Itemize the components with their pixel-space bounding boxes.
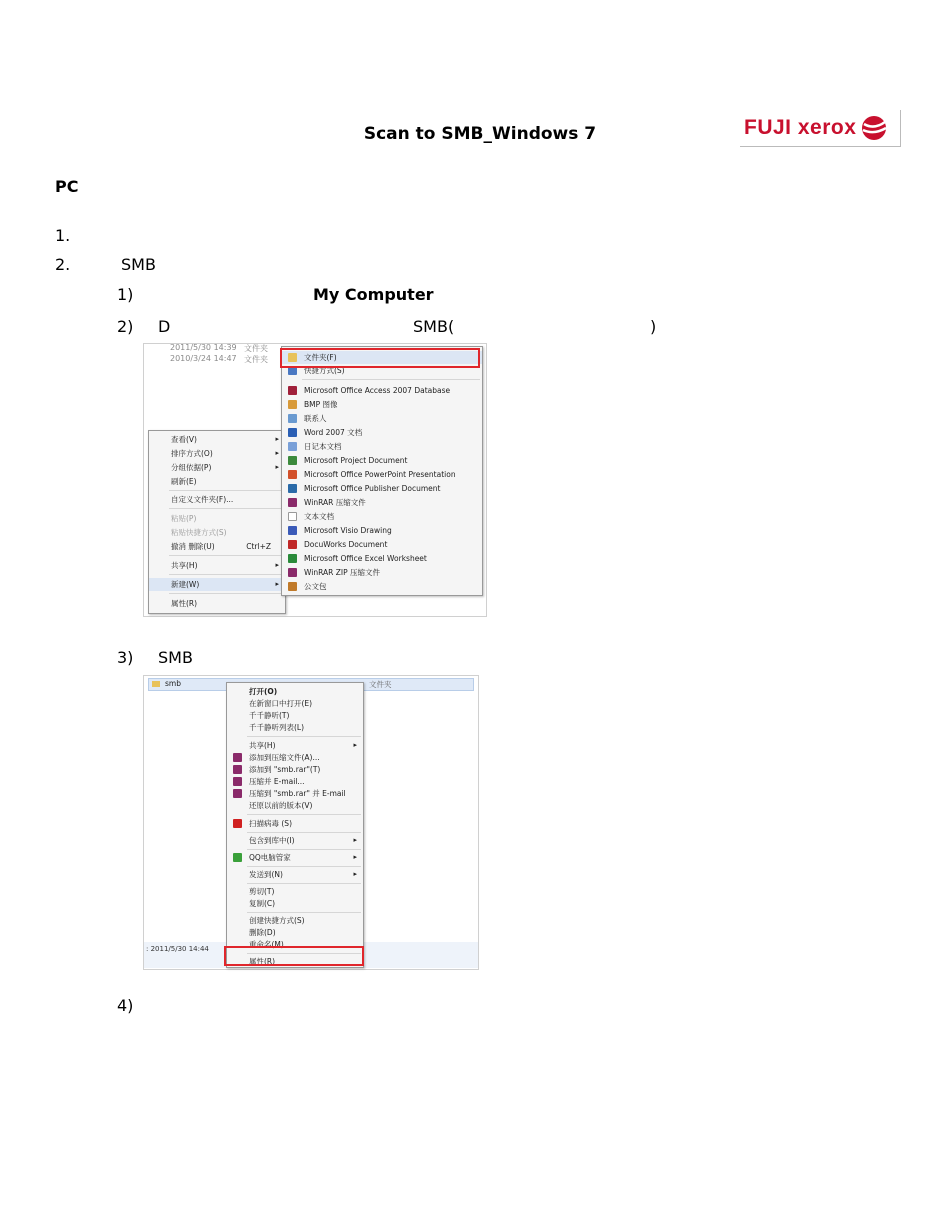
new-winrar-item[interactable]: WinRAR 压缩文件 bbox=[282, 496, 482, 509]
qq-manager-icon bbox=[233, 853, 242, 862]
new-text-item[interactable]: 文本文档 bbox=[282, 510, 482, 523]
new-powerpoint-item[interactable]: Microsoft Office PowerPoint Presentation bbox=[282, 468, 482, 481]
menu-item-qq-manager[interactable]: QQ电脑管家 ▸ bbox=[227, 851, 363, 864]
access-icon bbox=[288, 386, 297, 395]
file-date: 2011/5/30 14:39 bbox=[170, 343, 237, 352]
substep-2-number: 2) bbox=[117, 317, 134, 336]
document-title: Scan to SMB_Windows 7 bbox=[363, 124, 597, 144]
menu-item-sort-by[interactable]: 排序方式(O) ▸ bbox=[171, 449, 279, 458]
publisher-icon bbox=[288, 484, 297, 493]
contact-icon bbox=[288, 414, 297, 423]
substep-2-text-c: ) bbox=[650, 317, 657, 336]
substep-3-text: SMB bbox=[158, 648, 193, 667]
new-publisher-item[interactable]: Microsoft Office Publisher Document bbox=[282, 482, 482, 495]
menu-item-create-shortcut[interactable]: 创建快捷方式(S) bbox=[249, 916, 305, 925]
new-contact-item[interactable]: 联系人 bbox=[282, 412, 482, 425]
word-icon bbox=[288, 428, 297, 437]
file-type: 文件夹 bbox=[244, 344, 268, 353]
new-access-item[interactable]: Microsoft Office Access 2007 Database bbox=[282, 384, 482, 397]
menu-separator bbox=[169, 555, 283, 556]
folder-icon bbox=[152, 681, 160, 687]
menu-item-open[interactable]: 打开(O) bbox=[249, 687, 278, 696]
journal-icon bbox=[288, 442, 297, 451]
excel-icon bbox=[288, 554, 297, 563]
menu-separator bbox=[247, 866, 361, 867]
step-2-text: SMB bbox=[121, 255, 156, 274]
new-word-item[interactable]: Word 2007 文档 bbox=[282, 426, 482, 439]
menu-item-paste: 粘贴(P) bbox=[171, 514, 197, 523]
visio-icon bbox=[288, 526, 297, 535]
menu-item-open-new-window[interactable]: 在新窗口中打开(E) bbox=[249, 699, 313, 708]
menu-item-ttplayer-list[interactable]: 千千静听列表(L) bbox=[249, 723, 305, 732]
menu-separator bbox=[247, 912, 361, 913]
winrar-icon bbox=[233, 777, 242, 786]
new-folder-item[interactable]: 文件夹(F) bbox=[282, 351, 482, 364]
screenshot-folder-properties-menu bbox=[143, 675, 479, 970]
menu-item-share[interactable]: 共享(H) ▸ bbox=[249, 741, 357, 750]
menu-item-paste-shortcut: 粘贴快捷方式(S) bbox=[171, 528, 227, 537]
substep-2-text-b: SMB( bbox=[413, 317, 455, 336]
menu-separator bbox=[247, 736, 361, 737]
menu-item-cut[interactable]: 剪切(T) bbox=[249, 887, 275, 896]
screenshot-new-folder-menu bbox=[143, 343, 487, 617]
menu-item-refresh[interactable]: 刷新(E) bbox=[171, 477, 197, 486]
menu-item-scan-virus[interactable]: 扫描病毒 (S) bbox=[227, 817, 363, 830]
desktop-context-menu bbox=[148, 430, 286, 614]
menu-item-send-to[interactable]: 发送到(N) ▸ bbox=[249, 870, 357, 879]
new-submenu bbox=[281, 346, 483, 596]
substep-2-text-a: D bbox=[158, 317, 171, 336]
project-icon bbox=[288, 456, 297, 465]
new-journal-item[interactable]: 日记本文档 bbox=[282, 440, 482, 453]
menu-item-group-by[interactable]: 分组依据(P) ▸ bbox=[171, 463, 279, 472]
docuworks-icon bbox=[288, 540, 297, 549]
menu-item-add-smb-rar[interactable]: 添加到 "smb.rar"(T) bbox=[227, 763, 363, 776]
menu-separator bbox=[169, 508, 283, 509]
new-shortcut-item[interactable]: 快捷方式(S) bbox=[282, 364, 482, 377]
new-excel-item[interactable]: Microsoft Office Excel Worksheet bbox=[282, 552, 482, 565]
highlight-new-folder bbox=[280, 348, 480, 368]
menu-item-compress-smb-email[interactable]: 压缩到 "smb.rar" 并 E-mail bbox=[227, 787, 363, 800]
menu-separator bbox=[302, 379, 480, 380]
fuji-xerox-logo bbox=[740, 110, 901, 147]
new-briefcase-item[interactable]: 公文包 bbox=[282, 580, 482, 593]
new-visio-item[interactable]: Microsoft Visio Drawing bbox=[282, 524, 482, 537]
menu-item-customize-folder[interactable]: 自定义文件夹(F)... bbox=[171, 495, 234, 504]
winrar-icon bbox=[233, 765, 242, 774]
logo-text: FUJI xerox bbox=[744, 116, 857, 139]
menu-separator bbox=[169, 490, 283, 491]
antivirus-icon bbox=[233, 819, 242, 828]
bmp-image-icon bbox=[288, 400, 297, 409]
powerpoint-icon bbox=[288, 470, 297, 479]
winrar-icon bbox=[233, 753, 242, 762]
substep-4-number: 4) bbox=[117, 996, 134, 1015]
new-project-item[interactable]: Microsoft Project Document bbox=[282, 454, 482, 467]
menu-item-add-archive[interactable]: 添加到压缩文件(A)... bbox=[227, 751, 363, 764]
file-date: 2010/3/24 14:47 bbox=[170, 354, 237, 363]
new-winrar-zip-item[interactable]: WinRAR ZIP 压缩文件 bbox=[282, 566, 482, 579]
menu-separator bbox=[169, 593, 283, 594]
briefcase-icon bbox=[288, 582, 297, 591]
menu-separator bbox=[247, 883, 361, 884]
menu-item-new[interactable]: 新建(W) ▸ bbox=[149, 578, 285, 591]
menu-item-compress-email[interactable]: 压缩并 E-mail... bbox=[227, 775, 363, 788]
menu-item-restore-versions[interactable]: 还原以前的版本(V) bbox=[249, 801, 313, 810]
menu-item-undo-delete[interactable]: 撤消 删除(U) Ctrl+Z bbox=[171, 542, 271, 551]
substep-1-number: 1) bbox=[117, 285, 134, 304]
menu-item-delete[interactable]: 删除(D) bbox=[249, 928, 276, 937]
highlight-properties bbox=[224, 946, 364, 966]
text-document-icon bbox=[288, 512, 297, 521]
status-date: : 2011/5/30 14:44 bbox=[146, 945, 209, 953]
menu-separator bbox=[169, 574, 283, 575]
folder-name: smb bbox=[165, 679, 181, 688]
folder-context-menu bbox=[226, 682, 364, 968]
menu-item-ttplayer[interactable]: 千千静听(T) bbox=[249, 711, 290, 720]
winrar-zip-icon bbox=[288, 568, 297, 577]
substep-3-number: 3) bbox=[117, 648, 134, 667]
substep-1-text: My Computer bbox=[313, 285, 434, 304]
step-1-number: 1. bbox=[55, 226, 71, 245]
file-type: 文件夹 bbox=[244, 355, 268, 364]
section-pc: PC bbox=[55, 177, 79, 196]
menu-item-share[interactable]: 共享(H) ▸ bbox=[171, 561, 279, 570]
folder-type: 文件夹 bbox=[369, 680, 392, 689]
new-docuworks-item[interactable]: DocuWorks Document bbox=[282, 538, 482, 551]
xerox-sphere-icon bbox=[860, 114, 888, 142]
menu-item-copy[interactable]: 复制(C) bbox=[249, 899, 276, 908]
menu-item-rename[interactable]: 重命名(M) bbox=[249, 940, 284, 949]
menu-separator bbox=[247, 849, 361, 850]
menu-item-view[interactable]: 查看(V) ▸ bbox=[171, 435, 279, 444]
menu-item-properties[interactable]: 属性(R) bbox=[249, 957, 276, 966]
winrar-icon bbox=[233, 789, 242, 798]
menu-item-include-library[interactable]: 包含到库中(I) ▸ bbox=[249, 836, 357, 845]
menu-separator bbox=[247, 832, 361, 833]
winrar-icon bbox=[288, 498, 297, 507]
new-bmp-item[interactable]: BMP 图像 bbox=[282, 398, 482, 411]
step-2-number: 2. bbox=[55, 255, 71, 274]
menu-item-properties[interactable]: 属性(R) bbox=[171, 599, 198, 608]
menu-separator bbox=[247, 814, 361, 815]
